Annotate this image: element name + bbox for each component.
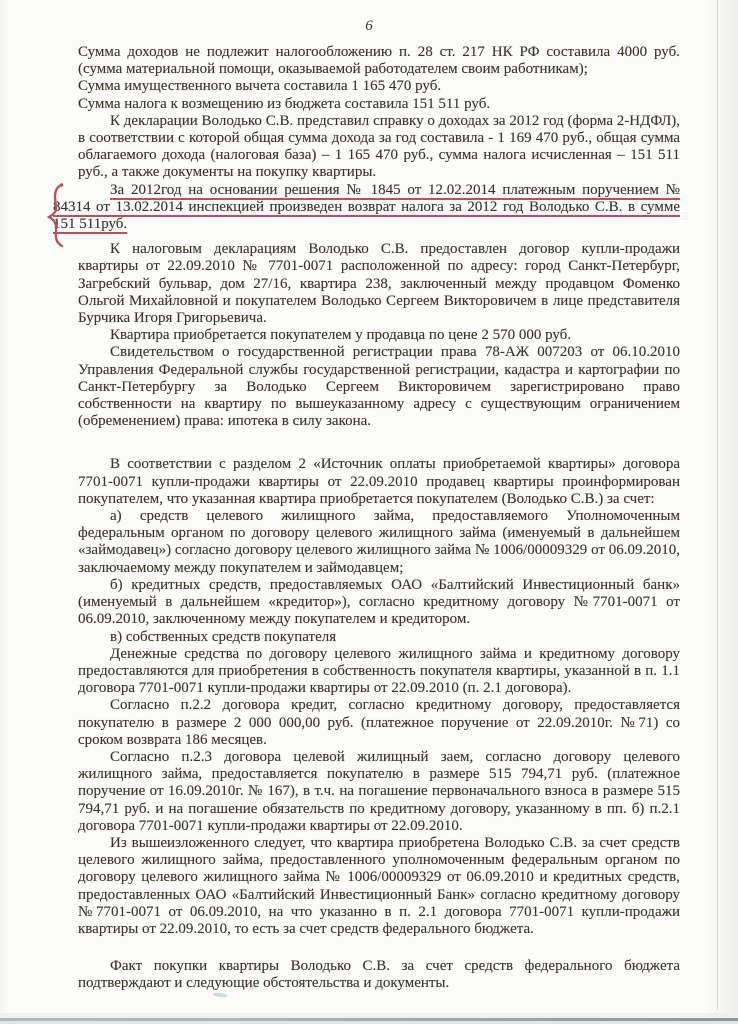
document-paragraph: Сумма имущественного вычета составила 1 165 470 руб. — [78, 78, 442, 95]
document-paragraph: Согласно п.2.3 договора целевой жилищный заем, согласно договору целевого жилищного займа, предоставляется покупателю в размере 515 794,71 руб. (платежное поручение от 16.09.2010г. № 167), в т.ч. на погашение первоначального взноса в размере 515 794,71 руб. и на погашение обязательств по кредитному договору, указанному в пп. б) п.2.1 договора 7701-0071 купли-продажи квартиры от 22.09.2010. — [78, 748, 680, 834]
document-body — [53, 44, 680, 993]
scan-smudge — [213, 992, 227, 998]
document-paragraph: Квартира приобретается покупателем у продавца по цене 2 570 000 руб. — [110, 327, 572, 344]
document-paragraph: б) кредитных средств, предоставляемых ОАО «Балтийский Инвестиционный банк» (именуемый в дальнейшем «кредитор»), согласно кредитному договору №7701-0071 от 06.09.2010, заключенному между покупателем и кредитором. — [78, 576, 680, 628]
document-paragraph: Из вышеизложенного следует, что квартира приобретена Володько С.В. за счет средств целевого жилищного займа, предоставленного уполномоченным федеральным органом по договору целевого жилищного займа № 1006/00009329 от 06.09.2010 и кредитных средств, предоставленных ОАО «Балтийский Инвестиционный Банк» согласно кредитному договору №7701-0071 от 06.09.2010, на что указанно в п. 2.1 договора 7701-0071 купли-продажи квартиры от 22.09.2010, то есть за счет средств федерального бюджета. — [78, 834, 680, 937]
document-paragraph: К налоговым декларациям Володько С.В. предоставлен договор купли-продажи квартиры от 22.09.2010 № 7701-0071 расположенной по адресу: город Санкт-Петербург, Загребский бульвар, дом 27/16, квартира 238, заключенный между продавцом Фоменко Ольгой Михайловной и покупателем Володько Сергеем Викторовичем в лице представителя Бурчика Игоря Григорьевича. — [78, 241, 680, 327]
document-paragraph: а) средств целевого жилищного займа, предоставляемого Уполномоченным федеральным органом по договору целевого жилищного займа (именуемый в дальнейшем «займодавец») согласно договору целевого жилищного займа № 1006/00009329 от 06.09.2010, заключаемому между покупателем и займодавцем; — [78, 508, 680, 576]
document-paragraph: Сумма доходов не подлежит налогообложению п. 28 ст. 217 НК РФ составила 4000 руб. (сумма материальной помощи, оказываемой работодателем своим работникам); — [78, 44, 680, 78]
document-paragraph: За 2012год на основании решения № 1845 от 12.02.2014 платежным поручением № 84314 от 13.02.2014 инспекцией произведен возврат налога за 2012 год Володько С.В. в сумме 151 511руб. — [53, 181, 680, 233]
document-paragraph: К декларации Володько С.В. представил справку о доходах за 2012 год (форма 2-НДФЛ), в соответствии с которой общая сумма дохода за год составила - 1 169 470 руб., общая сумма облагаемого дохода (налоговая база) – 1 165 470 руб., сумма налога исчисленная – 151 511 руб., а также документы на покупку квартиры. — [78, 112, 680, 181]
red-bracket-annotation — [44, 182, 70, 248]
document-paragraph: Денежные средства по договору целевого жилищного займа и кредитному договору предоставляются для приобретения в собственность покупателя квартиры, указанной в п. 1.1 договора 7701-0071 купли-продажи квартиры от 22.09.2010 (п. 2.1 договора). — [78, 645, 680, 697]
document-paragraph: В соответствии с разделом 2 «Источник оплаты приобретаемой квартиры» договора 7701-0071 купли-продажи квартиры от 22.09.2010 продавец квартиры проинформирован покупателем, что указанная квартира приобретается покупателем (Володько С.В.) за счет: — [78, 456, 680, 507]
document-paragraph: Свидетельством о государственной регистрации права 78-АЖ 007203 от 06.10.2010 Управления Федеральной службы государственной регистрации, кадастра и картографии по Санкт-Петербургу за Володько Сергеем Викторовичем зарегистрировано право собственности на квартиру по вышеуказанному адресу с существующим ограничением (обременением) права: ипотека в силу закона. — [78, 344, 680, 430]
document-paragraph: Согласно п.2.2 договора кредит, согласно кредитному договору, предоставляется покупателю в размере 2 000 000,00 руб. (платежное поручение от 22.09.2010г. №71) со сроком возврата 186 месяцев. — [78, 697, 680, 748]
document-paragraph: Факт покупки квартиры Володько С.В. за счет средств федерального бюджета подтверждают и следующие обстоятельства и документы. — [78, 958, 680, 992]
page-number: 6 — [365, 18, 373, 34]
document-paragraph: Сумма налога к возмещению из бюджета составила 151 511 руб. — [78, 95, 491, 112]
document-paragraph: в) собственных средств покупателя — [110, 628, 337, 645]
paper-edge — [717, 0, 718, 1010]
